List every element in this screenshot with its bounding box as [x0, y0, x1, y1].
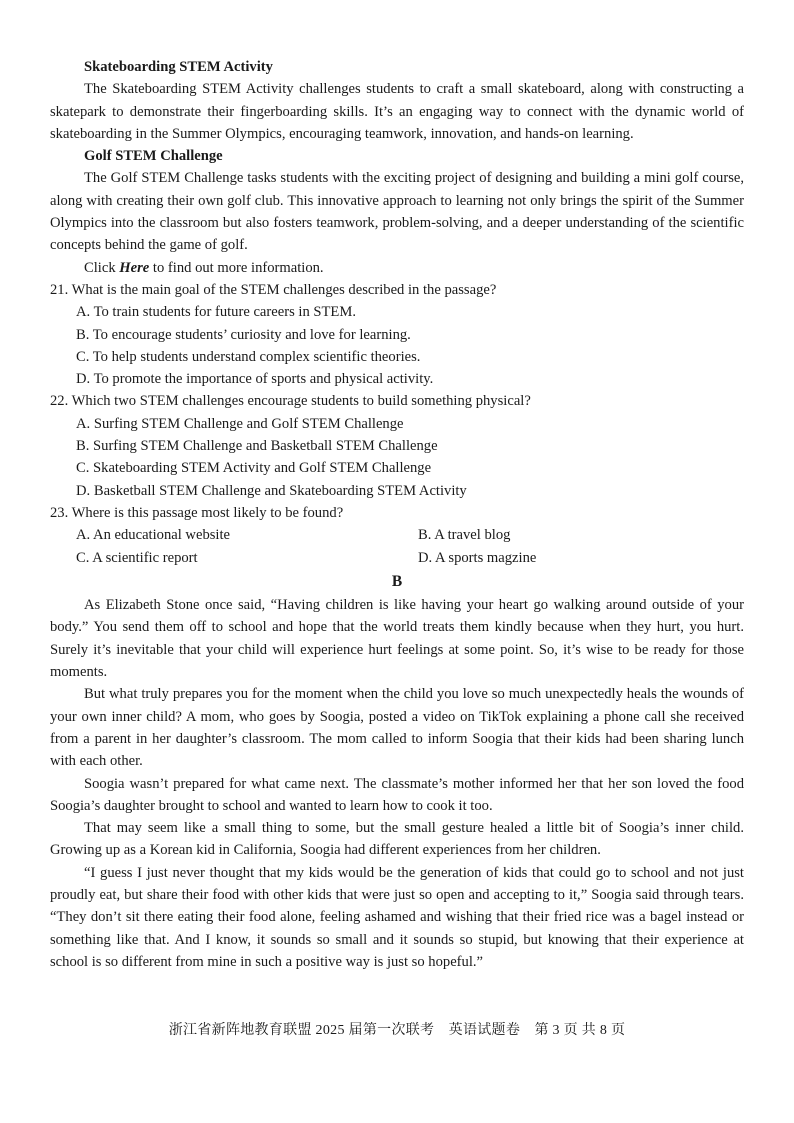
- option-b: B. To encourage students’ curiosity and love for learning.: [76, 326, 411, 343]
- page-footer: 浙江省新阵地教育联盟 2025 届第一次联考 英语试题卷 第 3 页 共 8 页: [168, 1023, 626, 1038]
- golf-body: The Golf STEM Challenge tasks students with the exciting project of designing and building a mini golf course, along with creating their own golf club. This innovative approach to learning not only brings the spirit of the Summer Olympics into the classroom but also fosters teamwork, problem-solving, and a deeper understanding of the scientific concepts behind the game of golf.: [50, 170, 744, 254]
- option-b: B. A travel blog: [418, 527, 511, 544]
- option-a: A. To train students for future careers in STEM.: [76, 304, 356, 321]
- exam-page: [50, 56, 744, 973]
- option-c: C. A scientific report: [76, 549, 198, 566]
- skateboarding-title: Skateboarding STEM Activity: [84, 59, 273, 75]
- option-a: A. Surfing STEM Challenge and Golf STEM Challenge: [76, 415, 404, 432]
- question-stem: 22. Which two STEM challenges encourage students to build something physical?: [50, 393, 531, 410]
- part-b-label: B: [391, 572, 403, 590]
- question-stem: 23. Where is this passage most likely to be found?: [50, 504, 344, 521]
- part-b-paragraph-5: “I guess I just never thought that my kids would be the generation of kids that could go to school and not just proudly eat, but share their food with other kids that were just so open and accepting to it,” Soogia said through tears. “They don’t sit there eating their food alone, feeling ashamed and wishing that their fried rice was a bagel instead or something like that. And I know, it sounds so small and it sounds so stupid, but knowing that their experience at school is so different from mine in such a positive way is just so hopeful.”: [50, 864, 744, 970]
- click-prefix: Click: [84, 259, 120, 276]
- question-stem: 21. What is the main goal of the STEM challenges described in the passage?: [50, 281, 497, 298]
- skateboarding-body: The Skateboarding STEM Activity challenges students to craft a small skateboard, along with constructing a skatepark to demonstrate their fingerboarding skills. It’s an engaging way to connect with the dynamic world of skateboarding in the Summer Olympics, encouraging teamwork, innovation, and hands-on learning.: [50, 81, 744, 142]
- click-here-line: [50, 257, 744, 279]
- part-b-paragraph-1: As Elizabeth Stone once said, “Having children is like having your heart go walking around outside of your body.” You send them off to school and hope that the world treats them kindly because when they hurt, you hurt. Surely it’s inevitable that your child will experience hurt feelings at some point. So, it’s wise to be ready for those moments.: [50, 597, 744, 681]
- option-a: A. An educational website: [76, 527, 231, 544]
- option-c: C. Skateboarding STEM Activity and Golf STEM Challenge: [76, 460, 432, 477]
- option-c: C. To help students understand complex scientific theories.: [76, 348, 421, 365]
- options-grid: [50, 524, 744, 569]
- golf-title: Golf STEM Challenge: [84, 148, 223, 165]
- option-d: D. A sports magzine: [418, 549, 537, 566]
- question-23: [50, 502, 744, 569]
- question-22: [50, 390, 744, 501]
- question-21: [50, 279, 744, 390]
- here-link[interactable]: Here: [119, 259, 150, 276]
- part-b-paragraph-4: That may seem like a small thing to some, but the small gesture healed a little bit of Soogia’s inner child. Growing up as a Korean kid in California, Soogia had different experiences from her children.: [50, 820, 744, 859]
- option-b: B. Surfing STEM Challenge and Basketball STEM Challenge: [76, 438, 438, 455]
- option-d: D. To promote the importance of sports and physical activity.: [76, 371, 434, 388]
- click-suffix: to find out more information.: [149, 259, 324, 276]
- part-b-paragraph-3: Soogia wasn’t prepared for what came next. The classmate’s mother informed her that her son loved the food Soogia’s daughter brought to school and wanted to learn how to cook it too.: [50, 775, 744, 814]
- option-d: D. Basketball STEM Challenge and Skateboarding STEM Activity: [76, 482, 467, 499]
- part-b-paragraph-2: But what truly prepares you for the moment when the child you love so much unexpectedly heals the wounds of your own inner child? A mom, who goes by Soogia, posted a video on TikTok explaining a phone call she received from a parent in her daughter’s classroom. The mom called to inform Soogia that their kids had been sharing lunch with each other.: [50, 686, 744, 770]
